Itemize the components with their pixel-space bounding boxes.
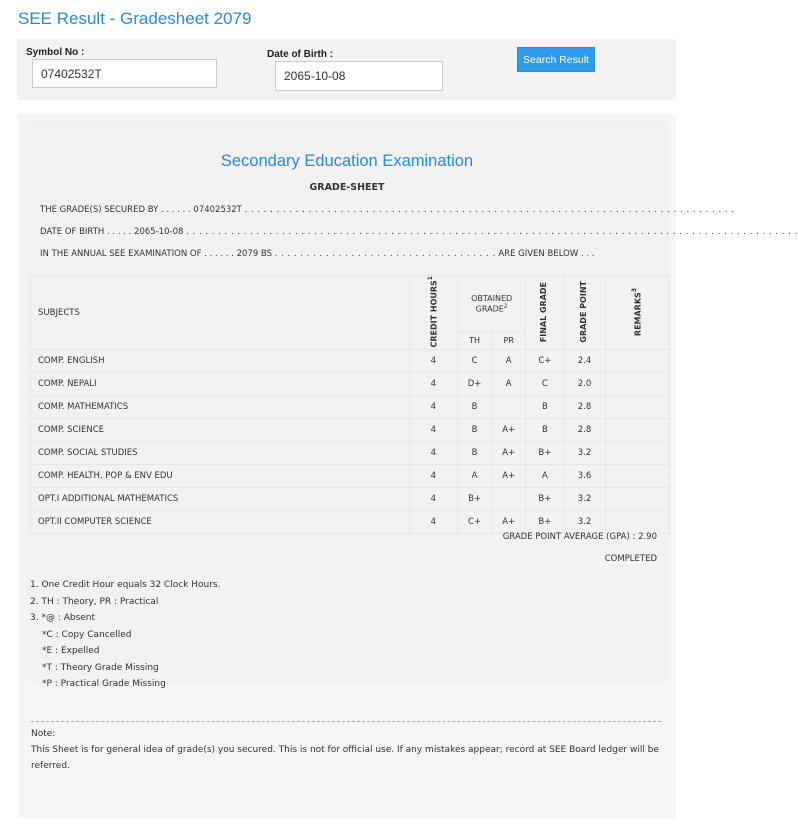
final-grade-cell: B+: [526, 511, 564, 534]
remarks-cell: [605, 419, 669, 442]
table-row: [31, 419, 670, 442]
final-grade-cell: A: [526, 465, 564, 488]
credit-cell: 4: [409, 511, 457, 534]
final-grade-cell: C: [526, 373, 564, 396]
exam-year-value: 2079 BS: [236, 249, 273, 259]
credit-cell: 4: [409, 373, 457, 396]
credit-cell: 4: [409, 442, 457, 465]
th-grade-cell: B: [457, 442, 491, 465]
note-item: *T : Theory Grade Missing: [42, 662, 159, 673]
note-item: *P : Practical Grade Missing: [42, 679, 166, 689]
subject-cell: COMP. NEPALI: [31, 373, 410, 396]
notes-list: [30, 577, 220, 693]
pr-grade-cell: A+: [492, 442, 526, 465]
grade-point-cell: 3.2: [564, 488, 605, 511]
th-grade-cell: C+: [457, 511, 491, 534]
subject-cell: COMP. ENGLISH: [31, 350, 410, 373]
grade-point-cell: 3.2: [564, 442, 605, 465]
pr-grade-cell: A+: [492, 511, 526, 534]
th-grade-cell: A: [457, 465, 491, 488]
remarks-cell: [605, 373, 669, 396]
note-item: 3. *@ : Absent: [30, 613, 96, 623]
result-status: COMPLETED: [604, 554, 657, 564]
subject-cell: COMP. SCIENCE: [31, 419, 410, 442]
note-item: 1. One Credit Hour equals 32 Clock Hours.: [30, 580, 221, 590]
page-title: SEE Result - Gradesheet 2079: [18, 9, 252, 28]
th-grade-cell: B: [457, 396, 491, 419]
final-grade-cell: B: [526, 419, 564, 442]
credit-hours-header: CREDIT HOURS$^1$: [409, 276, 457, 350]
table-row: [31, 465, 670, 488]
table-header-row: [31, 276, 670, 332]
footer-note-title: Note:: [31, 729, 56, 739]
credit-cell: 4: [409, 488, 457, 511]
remarks-cell: [605, 488, 669, 511]
subject-cell: OPT.I ADDITIONAL MATHEMATICS: [31, 488, 410, 511]
declaration-suffix: ARE GIVEN BELOW . . .: [498, 249, 595, 259]
table-row: [31, 442, 670, 465]
table-row: [31, 396, 670, 419]
gpa-text: GRADE POINT AVERAGE (GPA) : 2.90: [502, 532, 657, 542]
pr-grade-cell: [492, 396, 526, 419]
final-grade-cell: B+: [526, 442, 564, 465]
credit-cell: 4: [409, 465, 457, 488]
note-item: 2. TH : Theory, PR : Practical: [30, 596, 159, 607]
pr-grade-cell: A+: [492, 419, 526, 442]
note-item: *C : Copy Cancelled: [42, 629, 132, 640]
grade-point-header: GRADE POINT: [564, 276, 605, 350]
remarks-cell: [605, 350, 669, 373]
dob-label: Date of Birth :: [267, 49, 334, 60]
declaration-line-2: DATE OF BIRTH . . . . . 2065-10-08 . . . . . . . . . . . . . . . . . . . . . . . . . . . . . . . . . . . . . . . . . . . . . . . . . . . . . . . . . . . . . . . . . . . . . . . . . . . . . . . . . . . . . . . . . . . . . . . .: [40, 227, 798, 237]
remarks-cell: [605, 511, 669, 534]
subject-cell: COMP. MATHEMATICS: [31, 396, 410, 419]
footer-note: [31, 721, 661, 774]
final-grade-cell: B: [526, 396, 564, 419]
subject-cell: OPT.II COMPUTER SCIENCE: [31, 511, 410, 534]
subject-cell: COMP. HEALTH, POP & ENV EDU: [31, 465, 410, 488]
final-grade-cell: C+: [526, 350, 564, 373]
subjects-header: SUBJECTS: [31, 276, 410, 350]
grade-sheet: [18, 114, 798, 818]
search-result-button[interactable]: Search Result: [517, 47, 595, 72]
declaration-prefix: DATE OF BIRTH . . . . .: [40, 227, 132, 237]
table-row: [31, 488, 670, 511]
grades-table: [30, 275, 670, 534]
dob-input[interactable]: [275, 61, 443, 91]
grade-point-cell: 2.8: [564, 419, 605, 442]
table-row: [31, 373, 670, 396]
th-grade-cell: B: [457, 419, 491, 442]
grade-point-cell: 2.0: [564, 373, 605, 396]
grade-point-cell: 2.8: [564, 396, 605, 419]
pr-grade-cell: A: [492, 350, 526, 373]
table-row: [31, 511, 670, 534]
credit-cell: 4: [409, 350, 457, 373]
declaration-prefix: THE GRADE(S) SECURED BY . . . . . .: [40, 205, 191, 215]
grade-point-cell: 2.4: [564, 350, 605, 373]
footer-note-text: This Sheet is for general idea of grade(s) you secured. This is not for official use. If any mistakes appear; record at SEE Board ledger will be referred.: [31, 745, 659, 771]
obtained-grade-header: OBTAINED GRADE$^2$: [457, 276, 525, 332]
final-grade-header: FINAL GRADE: [526, 276, 564, 350]
th-grade-cell: C: [457, 350, 491, 373]
remarks-header: REMARKS$^3$: [605, 276, 669, 350]
remarks-cell: [605, 442, 669, 465]
symbol-label: Symbol No :: [26, 47, 85, 58]
note-item: *E : Expelled: [42, 646, 100, 656]
th-header: TH: [457, 331, 491, 350]
pr-grade-cell: A: [492, 373, 526, 396]
grade-point-cell: 3.2: [564, 511, 605, 534]
grade-sheet-title: GRADE-SHEET: [309, 182, 385, 193]
credit-cell: 4: [409, 396, 457, 419]
exam-title: Secondary Education Examination: [220, 152, 474, 170]
declaration-line-1: THE GRADE(S) SECURED BY . . . . . . 07402532T . . . . . . . . . . . . . . . . . . . . . . . . . . . . . . . . . . . . . . . . . . . . . . . . . . . . . . . . . . . . . . . . . . . . . . . . . . . . .: [40, 205, 735, 215]
credit-cell: 4: [409, 419, 457, 442]
symbol-input[interactable]: [32, 59, 217, 88]
remarks-cell: [605, 465, 669, 488]
declaration-line-3: IN THE ANNUAL SEE EXAMINATION OF . . . . . . 2079 BS . . . . . . . . . . . . . . . . . . . . . . . . . . . . . . . . . . . ARE GIVEN BELOW . . .: [40, 249, 595, 259]
pr-grade-cell: A+: [492, 465, 526, 488]
pr-header: PR: [492, 331, 526, 350]
th-grade-cell: B+: [457, 488, 491, 511]
subject-cell: COMP. SOCIAL STUDIES: [31, 442, 410, 465]
pr-grade-cell: [492, 488, 526, 511]
table-row: [31, 350, 670, 373]
th-grade-cell: D+: [457, 373, 491, 396]
grade-point-cell: 3.6: [564, 465, 605, 488]
symbol-number-value: 07402532T: [193, 205, 242, 215]
declaration-prefix: IN THE ANNUAL SEE EXAMINATION OF . . . . . .: [40, 249, 234, 259]
dob-value: 2065-10-08: [134, 227, 184, 237]
final-grade-cell: B+: [526, 488, 564, 511]
remarks-cell: [605, 396, 669, 419]
